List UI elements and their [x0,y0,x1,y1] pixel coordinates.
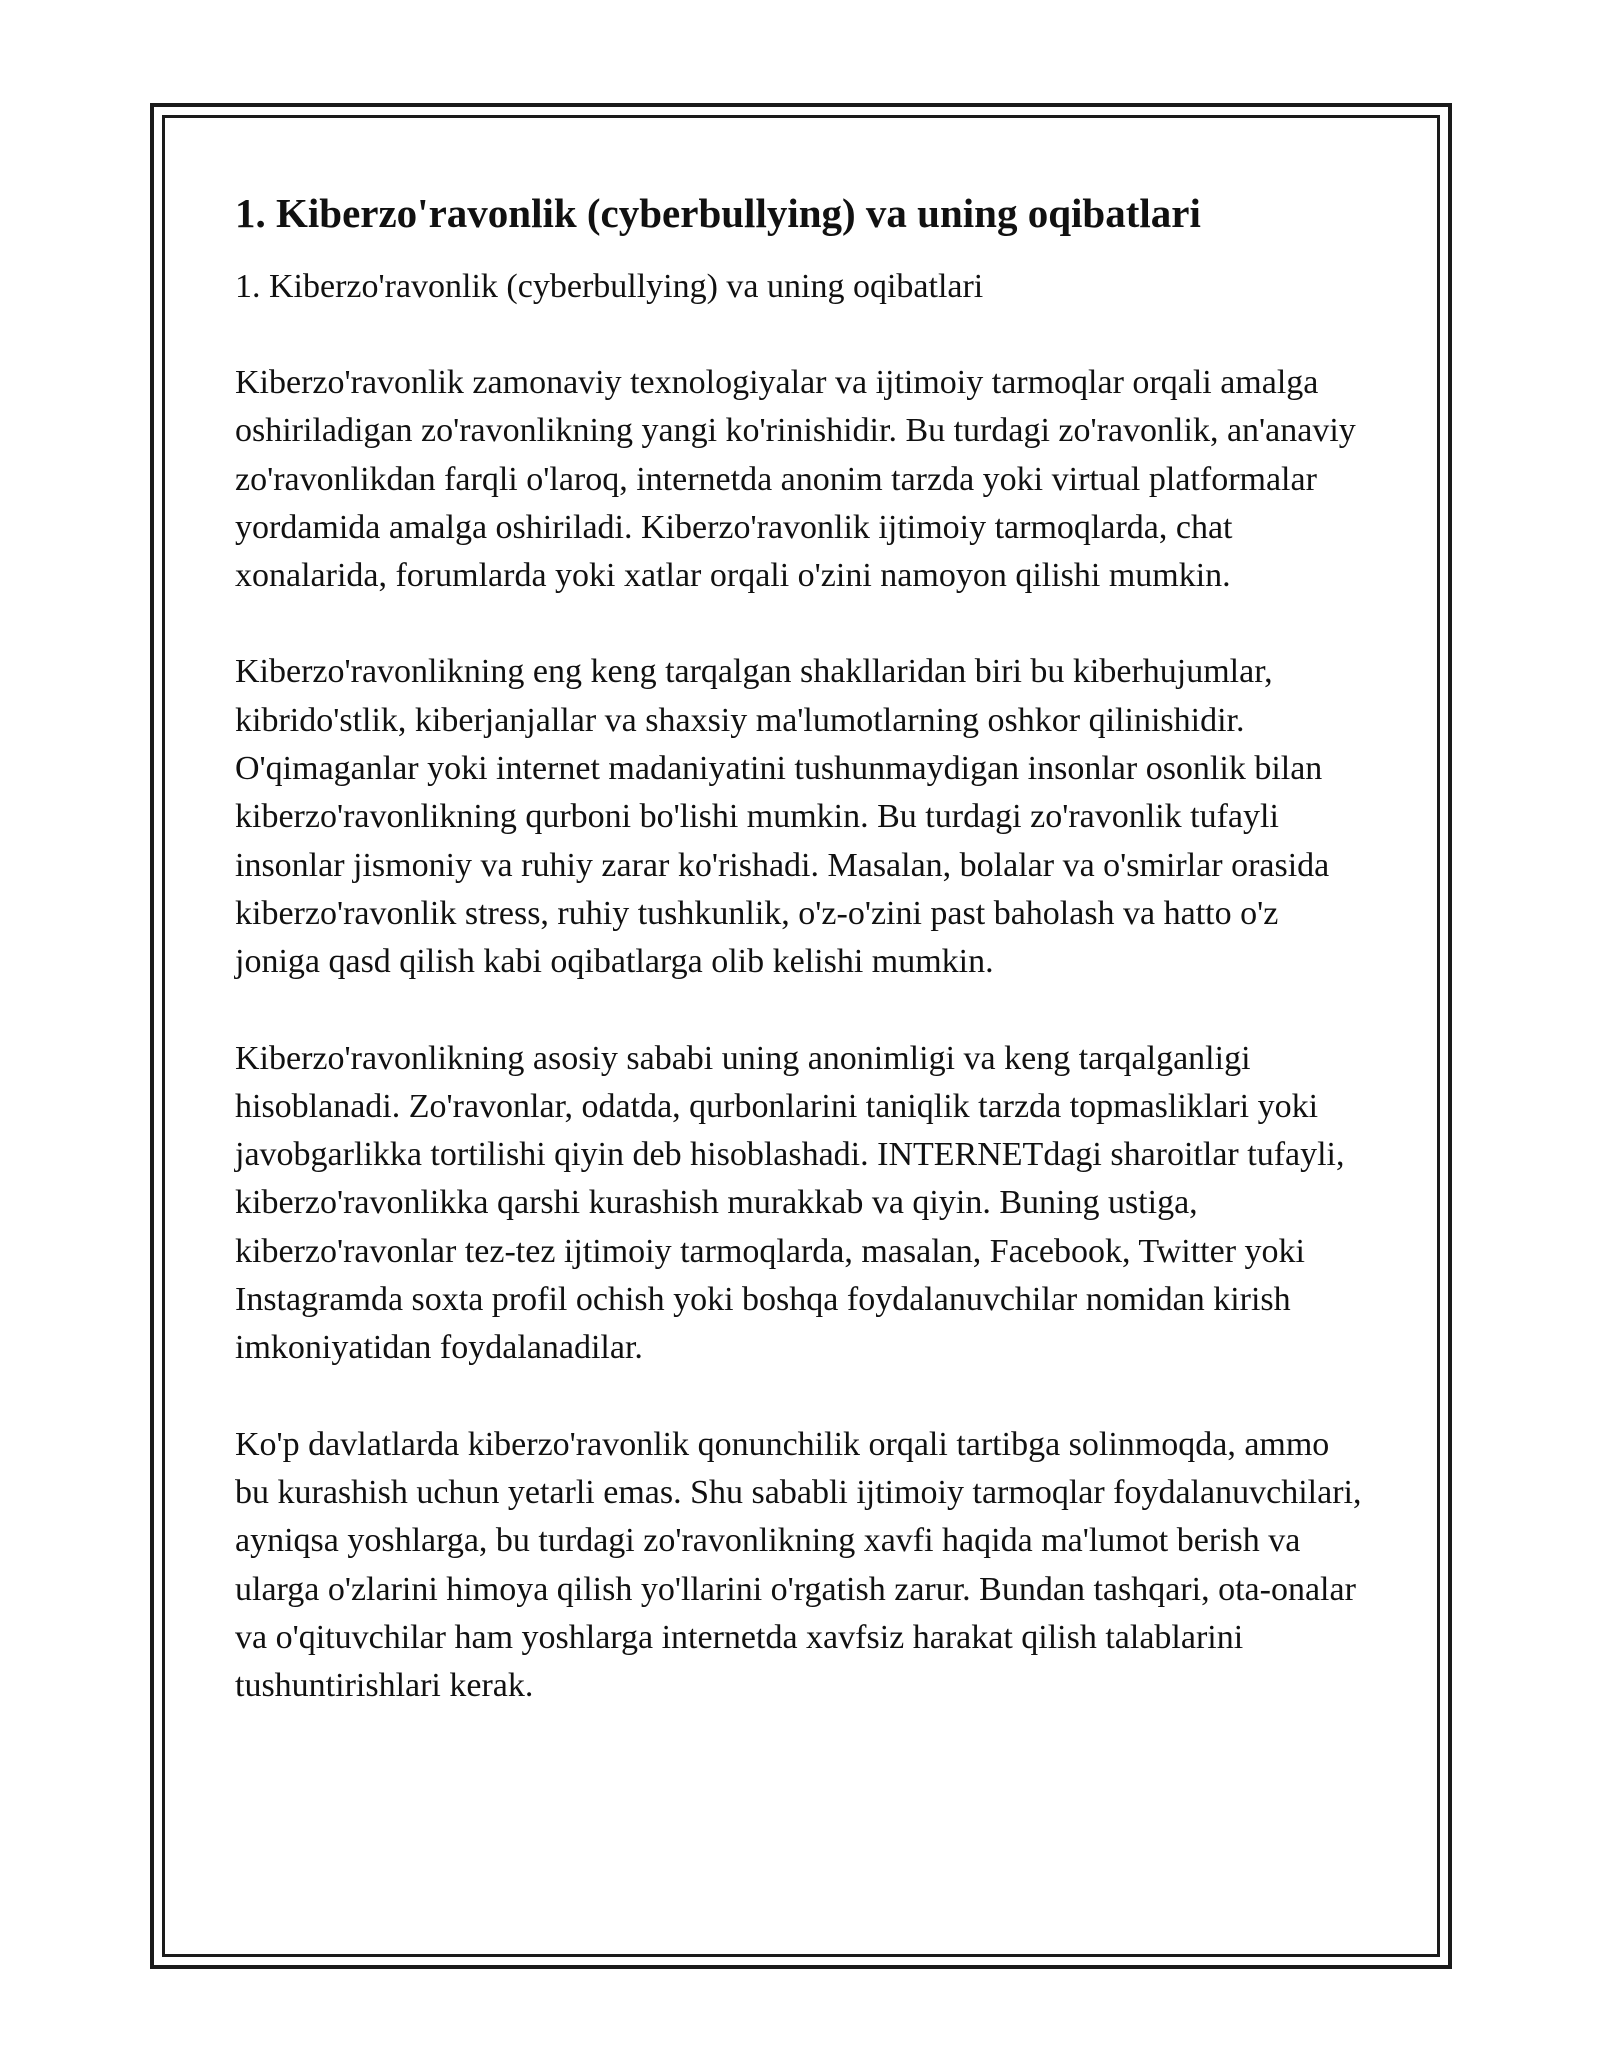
paragraph-4: Ko'p davlatlarda kiberzo'ravonlik qonunchilik orqali tartibga solinmoqda, ammo bu kurashish uchun yetarli emas. Shu sababli ijtimoiy tarmoqlar foydalanuvchilari, ayniqsa yoshlarga, bu turdagi zo'ravonlikning xavfi haqida ma'lumot berish va ularga o'zlarini himoya qilish yo'llarini o'rgatish zarur. Bundan tashqari, ota-onalar va o'qituvchilar ham yoshlarga internetda xavfsiz harakat qilish talablarini tushuntirishlari kerak. [235,1425,1362,1705]
document-subtitle: 1. Kiberzo'ravonlik (cyberbullying) va uning oqibatlari [235,268,984,305]
paragraph-3: Kiberzo'ravonlikning asosiy sababi uning anonimligi va keng tarqalganligi hisoblanadi. Zo'ravonlar, odatda, qurbonlarini taniqlik tarzda topmasliklari yoki javobgarlikka tortilishi qiyin deb hisoblashadi. INTERNETdagi sharoitlar tufayli, kiberzo'ravonlikka qarshi kurashish murakkab va qiyin. Buning ustiga, kiberzo'ravonlar tez-tez ijtimoiy tarmoqlarda, masalan, Facebook, Twitter yoki Instagramda soxta profil ochish yoki boshqa foydalanuvchilar nomidan kirish imkoniyatidan foydalanadilar. [235,1039,1345,1367]
document-body [235,183,1370,1758]
document-title: 1. Kiberzo'ravonlik (cyberbullying) va uning oqibatlari [235,190,1201,236]
paragraph-1: Kiberzo'ravonlik zamonaviy texnologiyalar va ijtimoiy tarmoqlar orqali amalga oshiriladigan zo'ravonlikning yangi ko'rinishidir. Bu turdagi zo'ravonlik, an'anaviy zo'ravonlikdan farqli o'laroq, internetda anonim tarzda yoki virtual platformalar yordamida amalga oshiriladi. Kiberzo'ravonlik ijtimoiy tarmoqlarda, chat xonalarida, forumlarda yoki xatlar orqali o'zini namoyon qilishi mumkin. [235,364,1356,595]
paragraph-2: Kiberzo'ravonlikning eng keng tarqalgan shakllaridan biri bu kiberhujumlar, kibrido'stlik, kiberjanjallar va shaxsiy ma'lumotlarning oshkor qilinishidir. O'qimaganlar yoki internet madaniyatini tushunmaydigan insonlar osonlik bilan kiberzo'ravonlikning qurboni bo'lishi mumkin. Bu turdagi zo'ravonlik tufayli insonlar jismoniy va ruhiy zarar ko'rishadi. Masalan, bolalar va o'smirlar orasida kiberzo'ravonlik stress, ruhiy tushkunlik, o'z-o'zini past baholash va hatto o'z joniga qasd qilish kabi oqibatlarga olib kelishi mumkin. [235,653,1330,981]
